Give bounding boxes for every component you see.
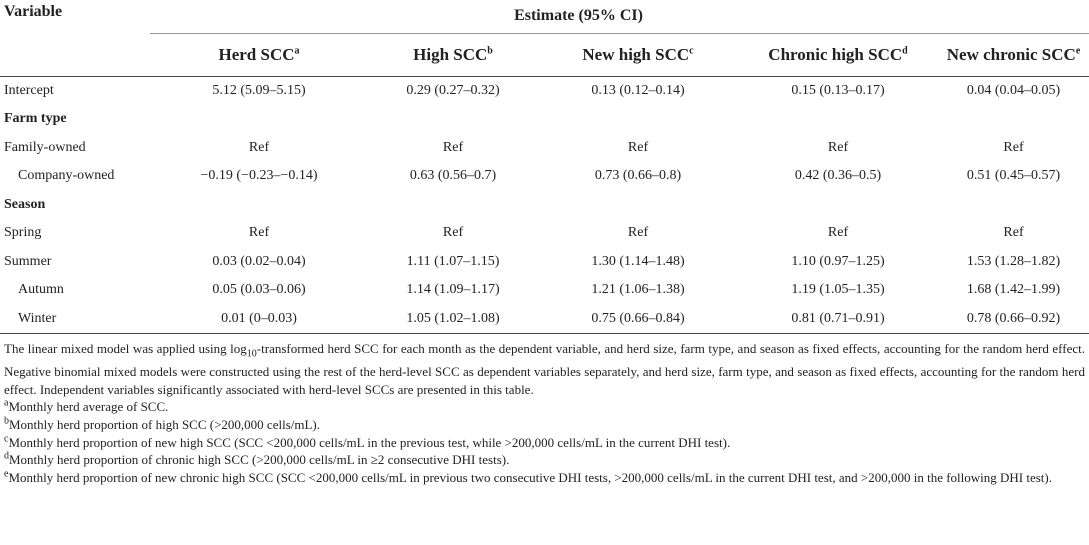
row-label: Winter: [18, 310, 57, 326]
table-cell: Ref: [827, 139, 849, 155]
table-cell: 1.14 (1.09–1.17): [406, 282, 500, 298]
table-note-main: The linear mixed model was applied using $\log_{10}$-transformed herd SCC for each month as the dependent variable, and herd size, farm type, and season as fixed effects, accounting for the random herd effect. Negative binomial mixed models were constructed using the rest of the herd-level SCC as dependent variables separately, and herd size, farm type, and season as fixed effects, accounting for the random herd effect. Independent variables significantly associated with herd-level SCCs are presented in this table.: [4, 341, 1085, 397]
table-row: [0, 134, 1089, 163]
table-cell: 0.51 (0.45–0.57): [966, 168, 1061, 184]
table-cell: Ref: [827, 225, 849, 241]
table-cell: 0.03 (0.02–0.04): [212, 253, 306, 269]
column-header-chronic-high-scc: Chronic high SCC$^d$: [738, 33, 938, 76]
table-cell: 0.81 (0.71–0.91): [791, 310, 885, 326]
row-label: Summer: [4, 253, 52, 269]
section-label-season: Season: [4, 196, 46, 212]
header-row-columns: [0, 33, 1089, 76]
table-cell: 0.42 (0.36–0.5): [794, 168, 882, 184]
table-cell: 0.15 (0.13–0.17): [791, 82, 885, 98]
row-label: Autumn: [18, 282, 64, 298]
table-cell: 1.30 (1.14–1.48): [591, 253, 685, 269]
footnote-a: $^a$Monthly herd average of SCC.: [4, 398, 169, 415]
table-cell: 0.75 (0.66–0.84): [591, 310, 685, 326]
table-cell: 1.53 (1.28–1.82): [966, 253, 1061, 269]
table-cell: 0.29 (0.27–0.32): [406, 82, 500, 98]
column-header-new-chronic-scc: New chronic SCC$^e$: [938, 33, 1089, 76]
estimate-header-label: Estimate (95% CI): [514, 7, 643, 25]
table-notes: [0, 333, 1089, 486]
footnote-c: $^c$Monthly herd proportion of new high SCC (SCC <200,000 cells/mL in the previous test, while >200,000 cells/mL in the current DHI test).: [4, 433, 731, 450]
table-cell: Ref: [1003, 139, 1024, 155]
column-header-new-high-scc: New high SCC$^c$: [538, 33, 738, 76]
table-cell: 0.63 (0.56–0.7): [409, 168, 497, 184]
table-row-section: [0, 105, 1089, 134]
row-label: Intercept: [4, 82, 54, 98]
column-header-herd-scc: Herd SCC$^a$: [150, 33, 368, 76]
footnote-b: $^b$Monthly herd proportion of high SCC (>200,000 cells/mL).: [4, 415, 321, 432]
table-body: [0, 76, 1089, 333]
column-header-high-scc: High SCC$^b$: [368, 33, 538, 76]
table-row: [0, 76, 1089, 105]
table-cell: 5.12 (5.09–5.15): [212, 82, 306, 98]
table-cell: 0.13 (0.12–0.14): [591, 82, 685, 98]
table-row: [0, 162, 1089, 191]
footnote-d: $^d$Monthly herd proportion of chronic high SCC (>200,000 cells/mL in ≥2 consecutive DHI tests).: [4, 450, 510, 468]
table-row: [0, 276, 1089, 305]
row-label: Company-owned: [18, 168, 115, 184]
table-cell: 1.21 (1.06–1.38): [591, 282, 685, 298]
table-cell: 1.19 (1.05–1.35): [791, 282, 885, 298]
row-label: Spring: [4, 225, 42, 241]
table-cell: Ref: [442, 225, 464, 241]
table-cell: 0.05 (0.03–0.06): [212, 282, 306, 298]
section-label-farm-type: Farm type: [4, 111, 67, 127]
header-row-top: [0, 0, 1089, 33]
table-cell: Ref: [627, 139, 649, 155]
variable-header-spacer: [0, 33, 150, 76]
footnote-e: $^e$Monthly herd proportion of new chronic high SCC (SCC <200,000 cells/mL in previous two consecutive DHI tests, >200,000 cells/mL in the current DHI test, and >200,000 in the following DHI test).: [4, 468, 1053, 485]
table-cell: 0.01 (0–0.03): [221, 310, 297, 326]
table-cell: −0.19 (−0.23–−0.14): [200, 168, 318, 184]
table-cell: 1.10 (0.97–1.25): [791, 253, 885, 269]
row-label: Family-owned: [4, 139, 86, 155]
table-cell: Ref: [442, 139, 464, 155]
table-cell: 0.78 (0.66–0.92): [966, 310, 1061, 326]
table-row-section: [0, 191, 1089, 220]
table-row: [0, 248, 1089, 277]
table-cell: Ref: [248, 225, 270, 241]
table-cell: 0.73 (0.66–0.8): [594, 168, 682, 184]
table-cell: 1.11 (1.07–1.15): [406, 253, 500, 269]
variable-header: Variable: [4, 3, 63, 20]
table-row: [0, 219, 1089, 248]
estimate-header: [150, 0, 1089, 33]
table-row: [0, 305, 1089, 334]
table-cell: 1.68 (1.42–1.99): [966, 282, 1061, 298]
table-cell: Ref: [1003, 225, 1024, 241]
table-cell: Ref: [627, 225, 649, 241]
table-cell: 0.04 (0.04–0.05): [966, 82, 1061, 98]
table-cell: 1.05 (1.02–1.08): [406, 310, 500, 326]
table-cell: Ref: [248, 139, 270, 155]
